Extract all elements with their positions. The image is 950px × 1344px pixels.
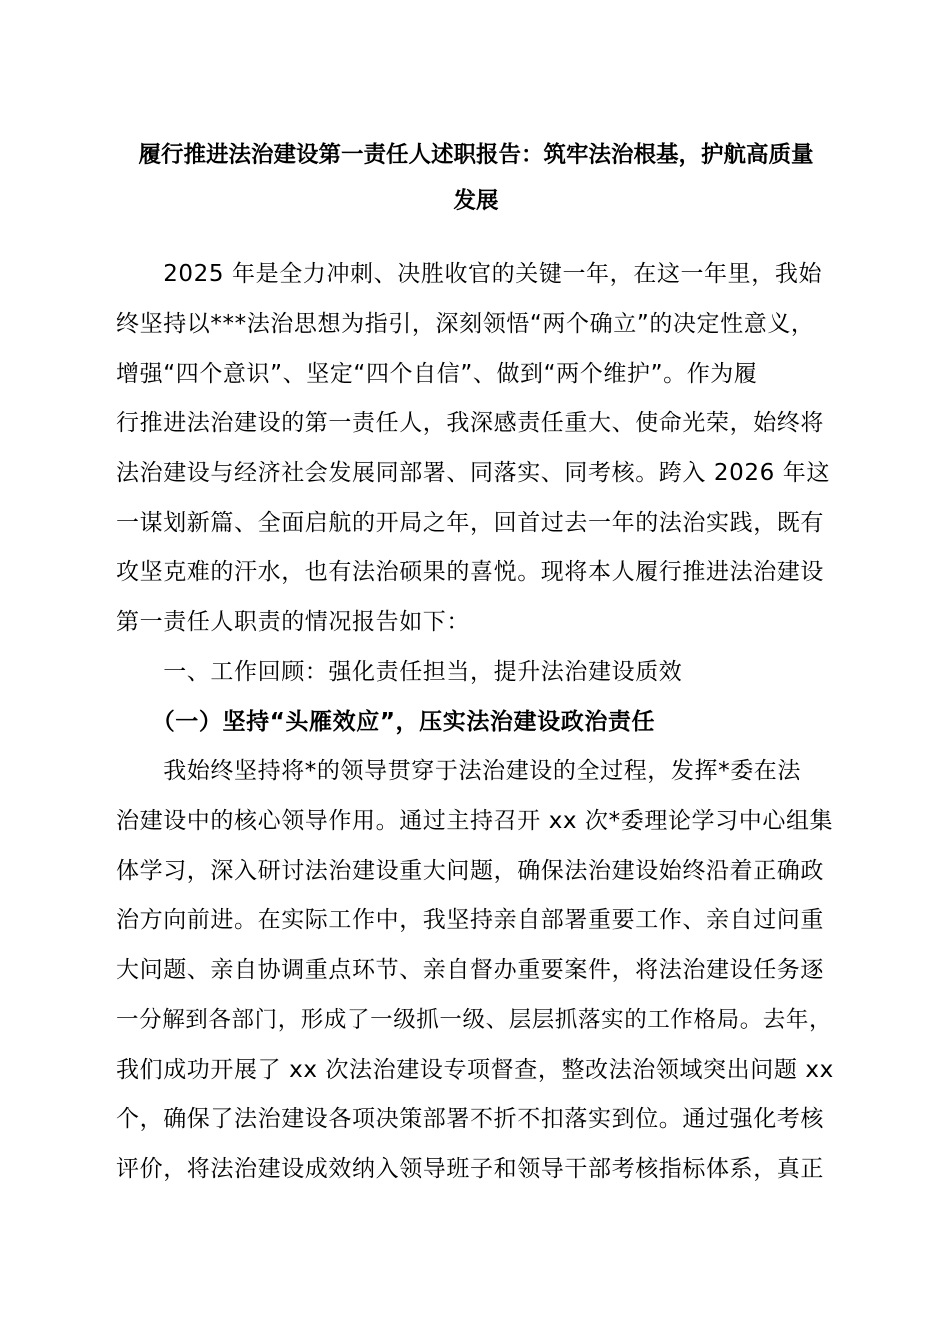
body-paragraph-line: 一谋划新篇、全面启航的开局之年，回首过去一年的法治实践，既有 — [116, 510, 824, 536]
body-paragraph-line: 行推进法治建设的第一责任人，我深感责任重大、使命光荣，始终将 — [116, 410, 824, 436]
section-heading: 一、工作回顾：强化责任担当，提升法治建设质效 — [116, 659, 683, 685]
body-paragraph-line: 增强“四个意识”、坚定“四个自信”、做到“两个维护”。作为履 — [116, 361, 758, 387]
body-paragraph-line: 2025 年是全力冲刺、决胜收官的关键一年，在这一年里，我始 — [116, 261, 823, 287]
subsection-heading: （一）坚持“头雁效应”，压实法治建设政治责任 — [116, 709, 656, 735]
body-paragraph-line: 治方向前进。在实际工作中，我坚持亲自部署重要工作、亲自过问重 — [116, 907, 824, 933]
body-paragraph-line: 法治建设与经济社会发展同部署、同落实、同考核。跨入 2026 年这 — [116, 460, 830, 486]
body-paragraph-line: 体学习，深入研讨法治建设重大问题，确保法治建设始终沿着正确政 — [116, 858, 824, 884]
body-paragraph-line: 个，确保了法治建设各项决策部署不折不扣落实到位。通过强化考核 — [116, 1106, 824, 1132]
body-paragraph-line: 我们成功开展了 xx 次法治建设专项督查，整改法治领域突出问题 xx — [116, 1057, 834, 1083]
body-paragraph-line: 一分解到各部门，形成了一级抓一级、层层抓落实的工作格局。去年， — [116, 1007, 833, 1033]
body-paragraph-line: 评价，将法治建设成效纳入领导班子和领导干部考核指标体系，真正 — [116, 1156, 824, 1182]
document-title-line-2: 发展 — [453, 188, 499, 214]
body-paragraph-line: 第一责任人职责的情况报告如下： — [116, 609, 470, 635]
body-paragraph-line: 治建设中的核心领导作用。通过主持召开 xx 次*委理论学习中心组集 — [116, 808, 834, 834]
body-paragraph-line: 我始终坚持将*的领导贯穿于法治建设的全过程，发挥*委在法 — [116, 758, 801, 784]
body-paragraph-line: 攻坚克难的汗水，也有法治硕果的喜悦。现将本人履行推进法治建设 — [116, 559, 824, 585]
document-title-line-1: 履行推进法治建设第一责任人述职报告：筑牢法治根基，护航高质量 — [138, 142, 814, 168]
body-paragraph-line: 大问题、亲自协调重点环节、亲自督办重要案件，将法治建设任务逐 — [116, 957, 824, 983]
body-paragraph-line: 终坚持以***法治思想为指引，深刻领悟“两个确立”的决定性意义， — [116, 311, 815, 337]
